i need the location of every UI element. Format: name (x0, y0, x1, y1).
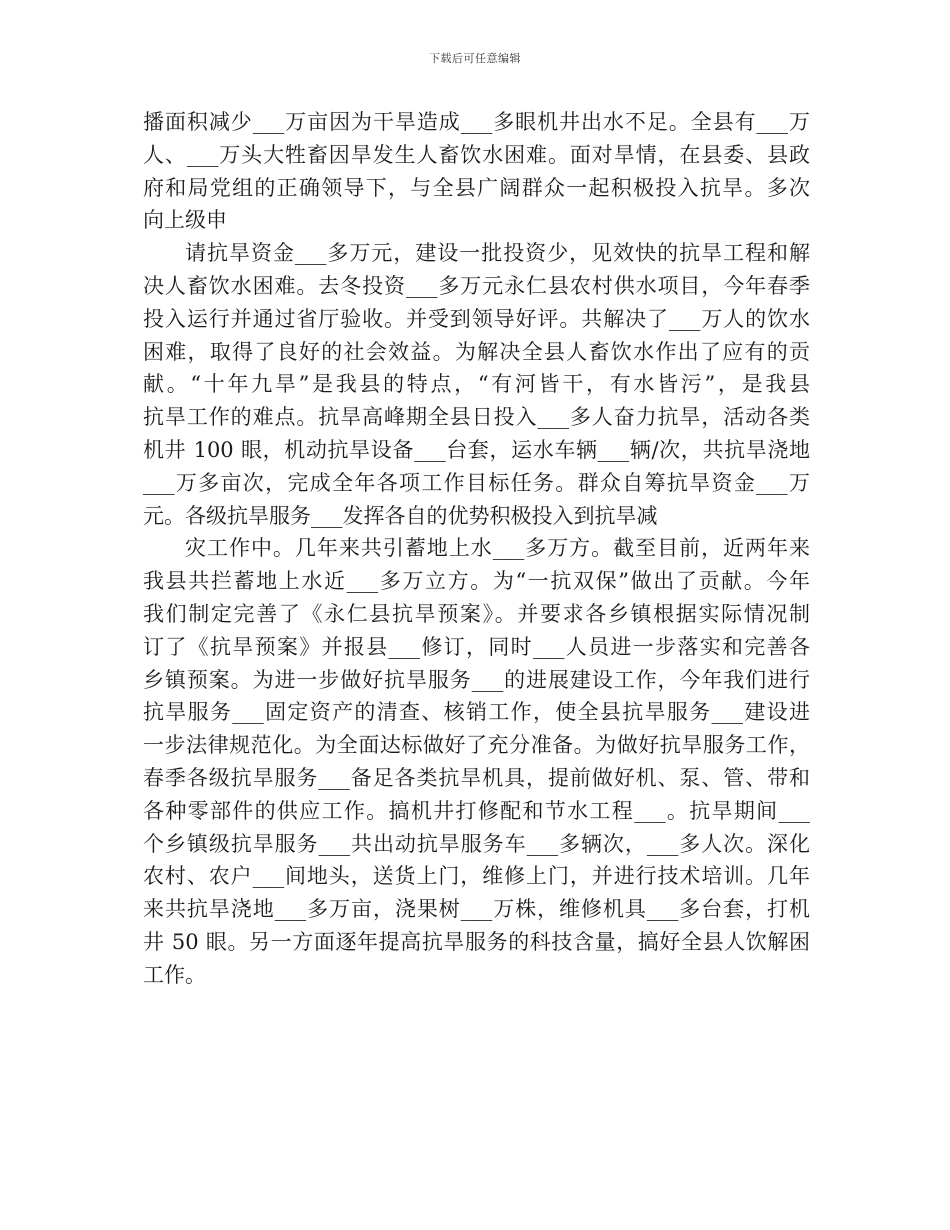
text-line: 各种零部件的供应工作。搞机井打修配和节水工程___。抗旱期间___ (143, 798, 810, 823)
text-line: 困难，取得了良好的社会效益。为解决全县人畜饮水作出了应有的贡 (143, 339, 810, 364)
text-line: 府和局党组的正确领导下，与全县广阔群众一起积极投入抗旱。多次 (143, 175, 810, 200)
text-line: 人、___万头大牲畜因旱发生人畜饮水困难。面对旱情，在县委、县政 (143, 142, 810, 167)
paragraph-2 (143, 237, 810, 532)
text-line: 请抗旱资金___多万元，建设一批投资少，见效快的抗旱工程和解 (185, 241, 810, 266)
paragraph-3 (143, 532, 810, 991)
text-line: 春季各级抗旱服务___备足各类抗旱机具，提前做好机、泵、管、带和 (143, 765, 810, 790)
text-line: 机井 100 眼，机动抗旱设备___台套，运水车辆___辆/次，共抗旱浇地 (143, 437, 810, 462)
paragraph-1 (143, 106, 810, 237)
text-line: 灾工作中。几年来共引蓄地上水___多万方。截至目前，近两年来 (185, 536, 810, 561)
text-line: 井 50 眼。另一方面逐年提高抗旱服务的科技含量，搞好全县人饮解困 (143, 929, 810, 954)
text-line: 决人畜饮水困难。去冬投资___多万元永仁县农村供水项目，今年春季 (143, 273, 810, 298)
text-line: 抗旱服务___固定资产的清查、核销工作，使全县抗旱服务___建设进 (143, 700, 810, 725)
text-line: 播面积减少___万亩因为干旱造成___多眼机井出水不足。全县有___万 (143, 110, 810, 134)
document-body (143, 106, 810, 992)
text-line: 抗旱工作的难点。抗旱高峰期全县日投入___多人奋力抗旱，活动各类 (143, 405, 810, 430)
text-line: 我县共拦蓄地上水近___多万立方。为“一抗双保”做出了贡献。今年 (143, 569, 810, 594)
text-line: 向上级申 (143, 208, 227, 233)
page-header: 下载后可任意编辑 (429, 52, 521, 65)
text-line: 我们制定完善了《永仁县抗旱预案》。并要求各乡镇根据实际情况制 (143, 601, 810, 626)
text-line: 献。“十年九旱”是我县的特点，“有河皆干，有水皆污”，是我县 (143, 372, 810, 397)
text-line: 工作。 (143, 962, 206, 987)
text-line: 一步法律规范化。为全面达标做好了充分准备。为做好抗旱服务工作， (143, 733, 810, 758)
text-line: 个乡镇级抗旱服务___共出动抗旱服务车___多辆次，___多人次。深化 (143, 831, 810, 856)
text-line: 乡镇预案。为进一步做好抗旱服务___的进展建设工作，今年我们进行 (143, 667, 810, 692)
text-line: 元。各级抗旱服务___发挥各自的优势积极投入到抗旱减 (143, 503, 658, 528)
text-line: 来共抗旱浇地___多万亩，浇果树___万株，维修机具___多台套，打机 (143, 897, 810, 922)
text-line: ___万多亩次，完成全年各项工作目标任务。群众自筹抗旱资金___万 (143, 470, 810, 495)
text-line: 投入运行并通过省厅验收。并受到领导好评。共解决了___万人的饮水 (143, 306, 810, 331)
text-line: 农村、农户___间地头，送货上门，维修上门，并进行技术培训。几年 (143, 864, 810, 889)
text-line: 订了《抗旱预案》并报县___修订，同时___人员进一步落实和完善各 (143, 634, 810, 659)
